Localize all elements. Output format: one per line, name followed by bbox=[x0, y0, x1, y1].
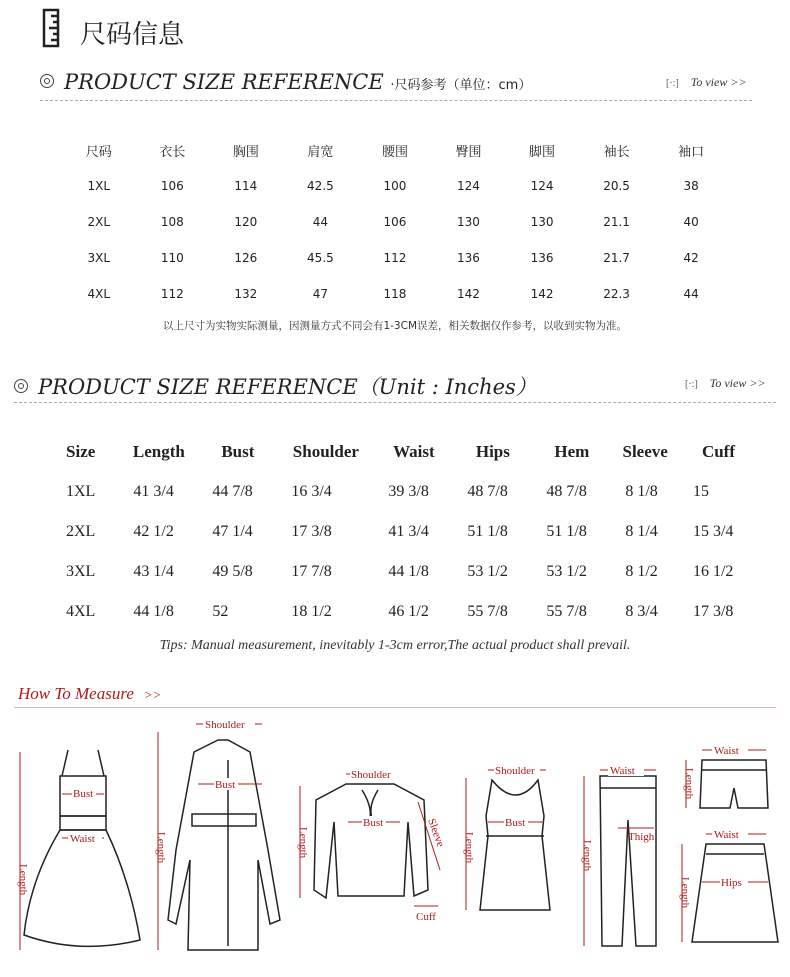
section1-title-cn: 尺码参考（单位：cm） bbox=[394, 78, 532, 93]
divider bbox=[14, 402, 776, 403]
table-cell: 2XL bbox=[66, 523, 96, 540]
table-row bbox=[42, 552, 758, 592]
expand-icon: [·:] bbox=[666, 78, 679, 89]
table-cell: 8 1/4 bbox=[625, 523, 658, 540]
column-header: 袖长 bbox=[603, 144, 630, 160]
table-cell: 8 3/4 bbox=[625, 603, 658, 620]
column-header: Shoulder bbox=[292, 442, 359, 461]
table-cell: 106 bbox=[383, 215, 407, 229]
table-cell: 16 3/4 bbox=[291, 483, 332, 500]
column-header: 脚围 bbox=[529, 144, 556, 160]
table-cell: 20.5 bbox=[603, 179, 630, 193]
table-cell: 44 bbox=[683, 287, 699, 301]
section1-title-en: PRODUCT SIZE REFERENCE bbox=[64, 70, 384, 94]
measurement-tips: Tips: Manual measurement, inevitably 1-3cm error,The actual product shall prevail. bbox=[159, 638, 631, 653]
length-label: Length bbox=[679, 877, 691, 909]
table-cell: 48 7/8 bbox=[467, 483, 508, 500]
skirt-illustration bbox=[679, 828, 778, 942]
table-cell: 55 7/8 bbox=[546, 603, 587, 620]
expand-icon: [·:] bbox=[685, 379, 698, 390]
table-row bbox=[42, 592, 758, 632]
trousers-illustration bbox=[581, 764, 656, 946]
table-cell: 110 bbox=[160, 251, 184, 265]
waist-label: Waist bbox=[714, 745, 739, 757]
table-cell: 8 1/2 bbox=[625, 563, 658, 580]
length-label: Length bbox=[683, 768, 695, 800]
section2-title-unit: （Unit : Inches） bbox=[357, 375, 537, 399]
column-header: Bust bbox=[221, 442, 255, 461]
table-header-row bbox=[62, 132, 728, 168]
ruler-icon bbox=[40, 8, 68, 48]
table-row bbox=[42, 512, 758, 552]
thigh-label: Thigh bbox=[628, 831, 655, 843]
table-cell: 3XL bbox=[66, 563, 96, 580]
dress-illustration bbox=[17, 750, 140, 950]
table-cell: 118 bbox=[383, 287, 407, 301]
table-cell: 108 bbox=[160, 215, 184, 229]
table-cell: 40 bbox=[683, 215, 699, 229]
how-to-measure-arrows: >> bbox=[143, 687, 162, 702]
to-view-link[interactable] bbox=[685, 376, 766, 391]
bust-label: Bust bbox=[505, 817, 526, 829]
divider bbox=[14, 707, 776, 708]
table-cell: 130 bbox=[530, 215, 554, 229]
bust-label: Bust bbox=[215, 779, 236, 791]
coat-illustration bbox=[155, 718, 280, 950]
length-label: Length bbox=[581, 840, 593, 872]
table-cell: 44 bbox=[312, 215, 329, 229]
size-table-inches bbox=[42, 432, 758, 632]
how-to-measure-label: How To Measure bbox=[18, 684, 134, 703]
table-cell: 4XL bbox=[87, 287, 111, 301]
table-row bbox=[42, 472, 758, 512]
table-cell: 8 1/8 bbox=[625, 483, 658, 500]
table-cell: 46 1/2 bbox=[388, 603, 429, 620]
table-cell: 15 3/4 bbox=[692, 523, 734, 540]
table-cell: 39 3/8 bbox=[388, 483, 429, 500]
table-cell: 126 bbox=[234, 251, 258, 265]
table-row bbox=[62, 240, 728, 276]
section1-title bbox=[40, 70, 531, 94]
table-cell: 48 7/8 bbox=[546, 483, 587, 500]
table-cell: 53 1/2 bbox=[546, 563, 587, 580]
section2-title-en: PRODUCT SIZE REFERENCE bbox=[38, 375, 358, 399]
size-table-cm bbox=[62, 132, 728, 312]
table-cell: 15 bbox=[692, 483, 709, 500]
table-cell: 21.7 bbox=[603, 251, 630, 265]
table-cell: 17 3/8 bbox=[692, 603, 734, 620]
table-cell: 136 bbox=[457, 251, 480, 265]
table-cell: 44 1/8 bbox=[388, 563, 429, 580]
column-header: Waist bbox=[393, 442, 435, 461]
table-cell: 53 1/2 bbox=[467, 563, 508, 580]
target-icon bbox=[40, 74, 54, 88]
table-cell: 45.5 bbox=[307, 251, 334, 265]
table-cell: 44 7/8 bbox=[212, 483, 253, 500]
table-cell: 43 1/4 bbox=[133, 563, 174, 580]
measure-illustrations bbox=[0, 710, 790, 977]
table-cell: 124 bbox=[530, 179, 554, 193]
column-header: Hem bbox=[554, 442, 590, 461]
shoulder-label: Shoulder bbox=[495, 765, 535, 777]
how-to-measure-title bbox=[18, 684, 161, 704]
target-icon bbox=[14, 379, 28, 393]
to-view-label: To view >> bbox=[690, 75, 747, 89]
table-cell: 44 1/8 bbox=[133, 603, 174, 620]
page-title: 尺码信息 bbox=[80, 20, 185, 50]
column-header: 胸围 bbox=[232, 144, 259, 160]
table-cell: 142 bbox=[457, 287, 480, 301]
table-cell: 21.1 bbox=[603, 215, 630, 229]
table-cell: 3XL bbox=[87, 251, 111, 265]
table-cell: 130 bbox=[457, 215, 480, 229]
camisole-illustration bbox=[463, 764, 550, 910]
table-cell: 52 bbox=[212, 603, 229, 620]
column-header: 臀围 bbox=[455, 144, 482, 160]
table-row bbox=[62, 168, 728, 204]
table-row bbox=[62, 276, 728, 312]
column-header: Hips bbox=[475, 442, 510, 461]
column-header: 衣长 bbox=[159, 144, 186, 160]
table-cell: 51 1/8 bbox=[546, 523, 587, 540]
table-cell: 2XL bbox=[87, 215, 111, 229]
table-cell: 1XL bbox=[66, 483, 96, 500]
table-cell: 120 bbox=[234, 215, 258, 229]
column-header: Sleeve bbox=[622, 442, 668, 461]
table-cell: 4XL bbox=[66, 603, 96, 620]
measurement-note-cn: 以上尺寸为实物实际测量，因测量方式不同会有1-3CM误差，相关数据仅作参考，以收到实物为准。 bbox=[162, 320, 628, 332]
table-cell: 100 bbox=[383, 179, 407, 193]
table-cell: 47 bbox=[312, 287, 329, 301]
table-cell: 106 bbox=[160, 179, 184, 193]
table-cell: 112 bbox=[160, 287, 184, 301]
to-view-link[interactable] bbox=[666, 75, 747, 90]
column-header: Size bbox=[66, 442, 96, 461]
waist-label: Waist bbox=[70, 833, 95, 845]
sleeve-label: Sleeve bbox=[425, 816, 447, 849]
section2-title bbox=[14, 371, 537, 401]
length-label: Length bbox=[17, 864, 29, 896]
waist-label: Waist bbox=[714, 829, 739, 841]
table-cell: 41 3/4 bbox=[133, 483, 174, 500]
blouse-illustration bbox=[297, 768, 447, 923]
shoulder-label: Shoulder bbox=[205, 719, 245, 731]
shoulder-label: Shoulder bbox=[351, 769, 391, 781]
table-cell: 47 1/4 bbox=[212, 523, 253, 540]
divider bbox=[40, 100, 752, 101]
column-header: 腰围 bbox=[381, 144, 408, 160]
table-cell: 42.5 bbox=[307, 179, 334, 193]
table-cell: 51 1/8 bbox=[467, 523, 508, 540]
hips-label: Hips bbox=[721, 877, 742, 889]
column-header: Cuff bbox=[701, 442, 735, 461]
table-cell: 142 bbox=[530, 287, 554, 301]
section1-title-sep: · bbox=[390, 78, 395, 93]
table-cell: 114 bbox=[234, 179, 258, 193]
waist-label: Waist bbox=[610, 765, 635, 777]
table-cell: 1XL bbox=[87, 179, 111, 193]
length-label: Length bbox=[155, 832, 167, 864]
table-cell: 42 bbox=[683, 251, 699, 265]
table-row bbox=[62, 204, 728, 240]
cuff-label: Cuff bbox=[416, 911, 436, 923]
column-header: 尺码 bbox=[85, 144, 112, 160]
table-cell: 17 7/8 bbox=[291, 563, 332, 580]
column-header: 袖口 bbox=[678, 144, 705, 160]
table-cell: 49 5/8 bbox=[212, 563, 253, 580]
column-header: Length bbox=[132, 442, 185, 461]
table-cell: 132 bbox=[234, 287, 258, 301]
column-header: 肩宽 bbox=[307, 144, 334, 160]
table-cell: 124 bbox=[457, 179, 480, 193]
length-label: Length bbox=[463, 832, 475, 864]
table-header-row bbox=[42, 432, 758, 472]
table-cell: 136 bbox=[530, 251, 554, 265]
table-cell: 16 1/2 bbox=[692, 563, 734, 580]
bust-label: Bust bbox=[363, 817, 384, 829]
table-cell: 55 7/8 bbox=[467, 603, 508, 620]
table-cell: 38 bbox=[683, 179, 699, 193]
shorts-illustration bbox=[683, 744, 768, 808]
table-cell: 112 bbox=[383, 251, 407, 265]
table-cell: 18 1/2 bbox=[291, 603, 332, 620]
to-view-label: To view >> bbox=[709, 376, 766, 390]
table-cell: 41 3/4 bbox=[388, 523, 429, 540]
table-cell: 17 3/8 bbox=[291, 523, 332, 540]
table-cell: 42 1/2 bbox=[133, 523, 174, 540]
bust-label: Bust bbox=[73, 788, 94, 800]
length-label: Length bbox=[297, 827, 309, 859]
table-cell: 22.3 bbox=[603, 287, 630, 301]
